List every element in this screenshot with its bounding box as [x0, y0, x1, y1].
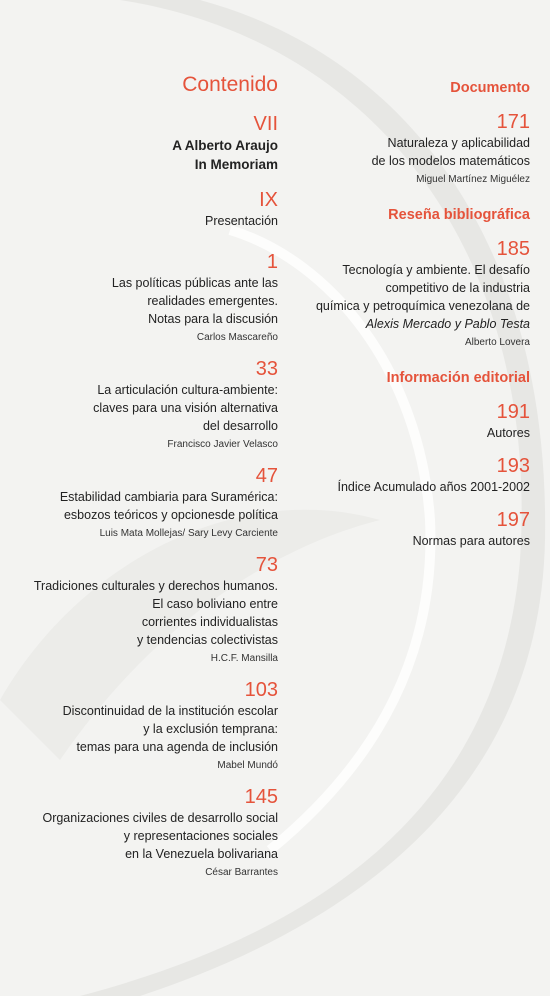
entry-author: Mabel Mundó [217, 760, 278, 771]
page-number: 47 [255, 465, 278, 487]
entry-author: César Barrantes [205, 867, 278, 878]
toc-entry[interactable] [290, 110, 530, 187]
entry-author: Luis Mata Mollejas/ Sary Levy Carciente [99, 528, 278, 539]
entry-title: Normas para autores [412, 534, 530, 548]
toc-entry[interactable] [290, 400, 530, 442]
entry-title-line: Tecnología y ambiente. El desafío [342, 263, 530, 277]
informacion-heading: Información editorial [386, 370, 530, 386]
page-number: IX [259, 189, 278, 211]
entry-title: Índice Acumulado años 2001-2002 [337, 480, 530, 494]
toc-entry[interactable] [290, 508, 530, 550]
page-number: 193 [496, 455, 530, 477]
entry-title-line: competitivo de la industria [385, 281, 530, 295]
entry-author: Carlos Mascareño [196, 332, 278, 343]
entry-author: Miguel Martínez Miguélez [416, 174, 530, 185]
entry-title-italic [290, 315, 530, 333]
contents-left-column [8, 72, 278, 880]
contents-right-column [290, 78, 530, 550]
page-number: 1 [266, 251, 278, 273]
toc-entry[interactable] [8, 188, 278, 230]
entry-author: Alberto Lovera [464, 337, 530, 348]
entry-title: La articulación cultura-ambiente: claves para una visión alternativa del desarrollo [93, 383, 278, 433]
page-number: 185 [496, 238, 530, 260]
page-number: 191 [496, 401, 530, 423]
page-number: VII [253, 113, 278, 135]
documento-heading: Documento [450, 80, 530, 96]
toc-entry[interactable] [8, 357, 278, 452]
toc-entry[interactable] [290, 237, 530, 350]
entry-title: A Alberto Araujo In Memoriam [172, 138, 278, 172]
page-number: 103 [244, 679, 278, 701]
entry-author: H.C.F. Mansilla [210, 653, 278, 664]
entry-author: Francisco Javier Velasco [167, 439, 278, 450]
entry-title-line: química y petroquímica venezolana de [315, 299, 530, 313]
toc-entry[interactable] [8, 250, 278, 345]
entry-title: Estabilidad cambiaria para Suramérica: esbozos teóricos y opcionesde política [59, 490, 278, 522]
contents-heading: Contenido [182, 73, 278, 96]
toc-entry[interactable] [290, 454, 530, 496]
toc-entry[interactable] [8, 678, 278, 773]
book-authors: Alexis Mercado y Pablo Testa [365, 317, 530, 331]
entry-title: Presentación [205, 214, 278, 228]
toc-entry[interactable] [8, 464, 278, 541]
entry-title: Autores [486, 426, 530, 440]
resena-heading: Reseña bibliográfica [388, 207, 530, 223]
toc-entry[interactable] [8, 112, 278, 174]
entry-title: Organizaciones civiles de desarrollo social y representaciones sociales en la Venezuela bolivariana [42, 811, 278, 861]
page-number: 73 [255, 554, 278, 576]
page-number: 171 [496, 111, 530, 133]
page-number: 145 [244, 786, 278, 808]
toc-entry[interactable] [8, 785, 278, 880]
toc-entry[interactable] [8, 553, 278, 666]
page-number: 197 [496, 509, 530, 531]
page-number: 33 [255, 358, 278, 380]
entry-title: Naturaleza y aplicabilidad de los modelos matemáticos [371, 136, 530, 168]
entry-title: Tradiciones culturales y derechos humanos. El caso boliviano entre corrientes individualistas y tendencias colectivistas [33, 579, 278, 647]
entry-title: Discontinuidad de la institución escolar y la exclusión temprana: temas para una agenda de inclusión [62, 704, 278, 754]
entry-title: Las políticas públicas ante las realidades emergentes. Notas para la discusión [111, 276, 278, 326]
